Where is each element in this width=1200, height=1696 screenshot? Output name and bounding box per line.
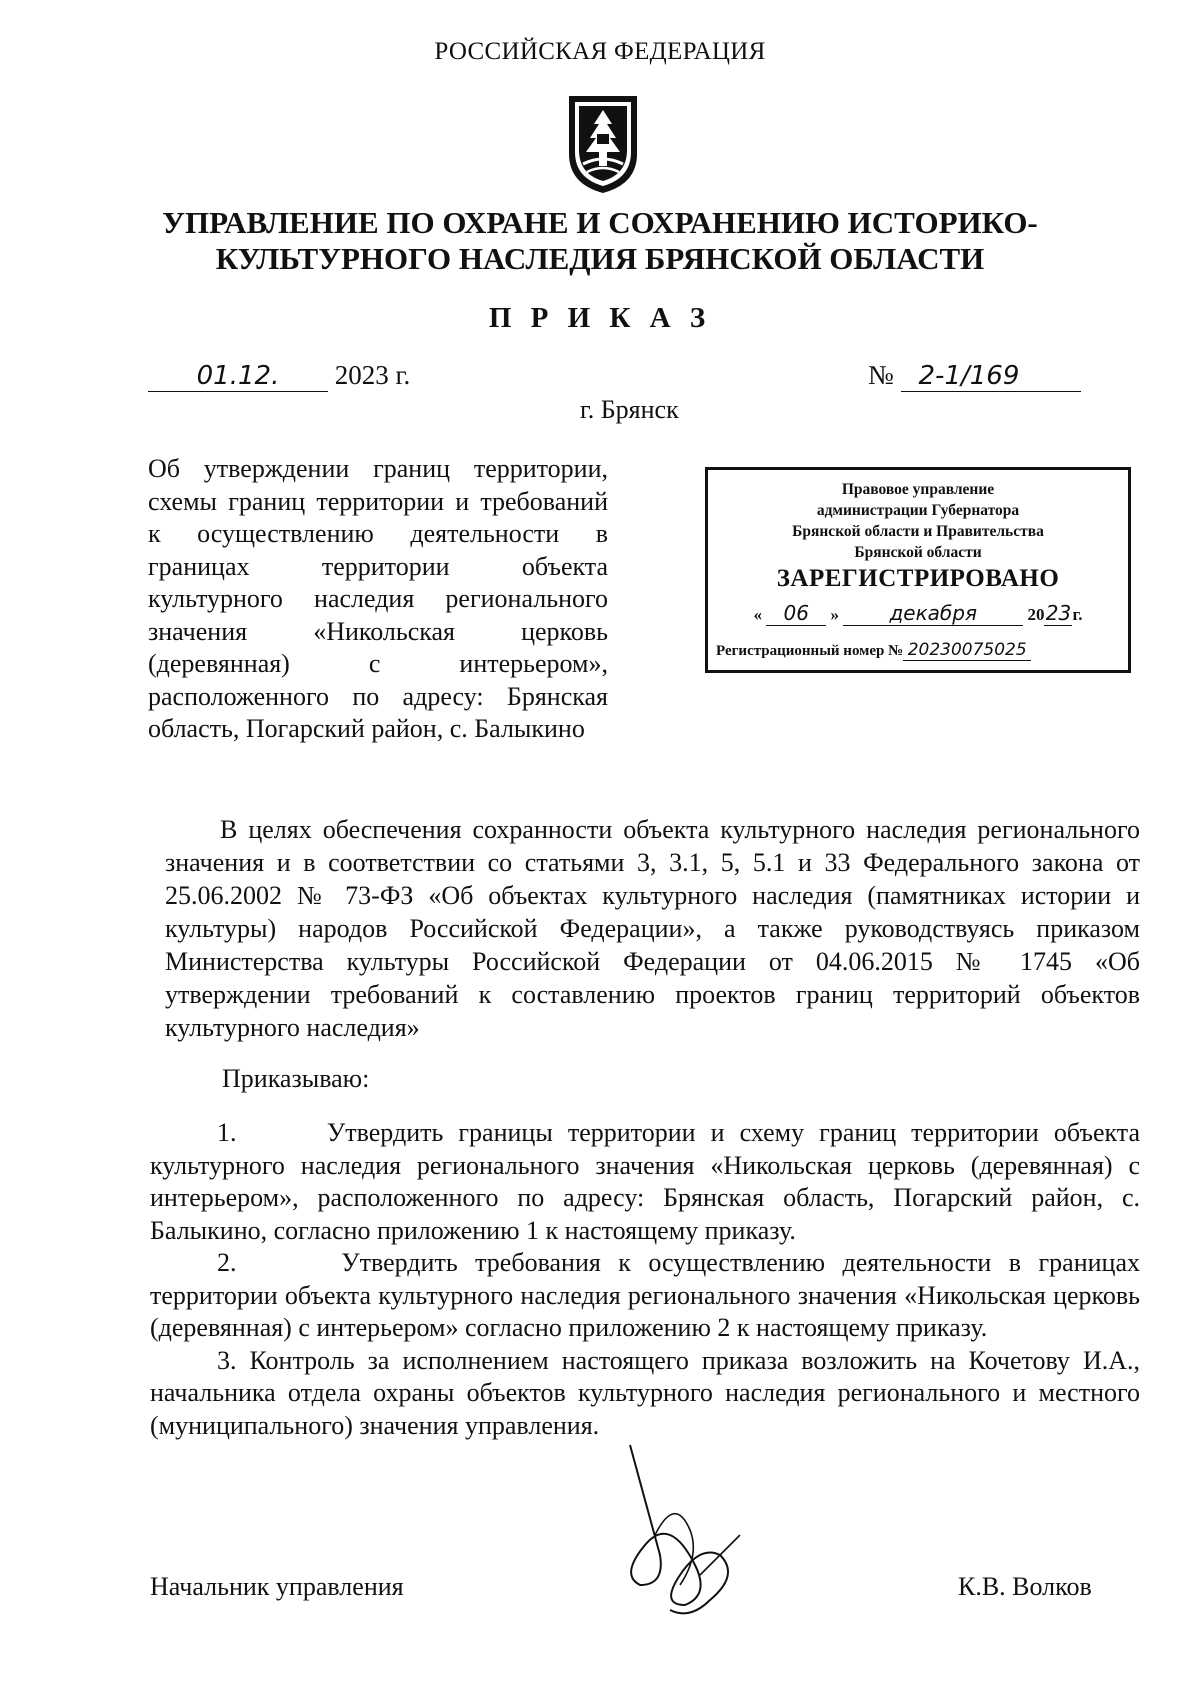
stamp-authority — [708, 479, 1128, 563]
order-date — [148, 360, 410, 392]
order-number — [868, 360, 1081, 392]
stamp-year-prefix: 20 — [1027, 605, 1045, 624]
order-item-3: 3. Контроль за исполнением настоящего приказа возложить на Кочетову И.А., начальника отдела охраны объектов культурного наследия регионального и местного (муниципального) значения управления. — [150, 1345, 1140, 1440]
stamp-line-4: Брянской области — [854, 544, 982, 561]
stamp-month: декабря — [843, 601, 1023, 626]
stamp-quote-close: » — [830, 605, 839, 624]
stamp-registration — [708, 640, 1128, 661]
order-word: Приказываю: — [222, 1064, 370, 1093]
date-handwritten: 01.12. — [148, 361, 328, 392]
stamp-title: ЗАРЕГИСТРИРОВАНО — [776, 565, 1060, 592]
document-type: П Р И К А З — [488, 302, 712, 334]
coat-of-arms-icon — [565, 92, 641, 196]
signatory-position: Начальник управления — [150, 1572, 404, 1601]
stamp-line-3: Брянской области и Правительства — [792, 523, 1044, 540]
number-handwritten: 2-1/169 — [901, 361, 1081, 392]
registration-stamp — [705, 467, 1131, 673]
order-subject: Об утверждении границ территории, схемы границ территории и требований к осуществлению деятельности в границах территории объекта культурного наследия регионального значения «Никольская церковь (деревянная) с интерьером», расположенного по адресу: Брянская область, Погарский район, с. Балыкино — [148, 454, 608, 743]
order-items — [150, 1117, 1140, 1442]
stamp-day: 06 — [766, 601, 826, 626]
order-item-2: 2. Утвердить требования к осуществлению деятельности в границах территории объекта культурного наследия регионального значения «Никольская церковь (деревянная) с интерьером» согласно приложению 2 к настоящему приказу. — [150, 1248, 1140, 1342]
city: г. Брянск — [580, 395, 679, 424]
department-line-1: УПРАВЛЕНИЕ ПО ОХРАНЕ И СОХРАНЕНИЮ ИСТОРИКО- — [162, 205, 1038, 240]
stamp-year-unit: г. — [1072, 605, 1083, 624]
date-year: 2023 г. — [334, 360, 411, 390]
department-name — [0, 205, 1200, 277]
stamp-year-suffix: 23 — [1045, 601, 1072, 625]
preamble-paragraph: В целях обеспечения сохранности объекта культурного наследия регионального значения и в соответствии со статьями 3, 3.1, 5, 5.1 и 33 Федерального закона от 25.06.2002 № 73-ФЗ «Об объектах культурного наследия (памятниках истории и культуры) народов Российской Федерации», а также руководствуясь приказом Министерства культуры Российской Федерации от 04.06.2015 № 1745 «Об утверждении требований к составлению проектов границ территорий объектов культурного наследия» — [165, 815, 1140, 1042]
stamp-quote-open: « — [753, 605, 762, 624]
order-item-1: 1. Утвердить границы территории и схему границ территории объекта культурного наследия регионального значения «Никольская церковь (деревянная) с интерьером», расположенного по адресу: Брянская область, Погарский район, с. Балыкино, согласно приложению 1 к настоящему приказу. — [150, 1118, 1140, 1245]
stamp-line-2: администрации Губернатора — [816, 502, 1020, 519]
stamp-reg-number: 20230075025 — [903, 640, 1031, 661]
stamp-reg-label: Регистрационный номер № — [716, 643, 904, 659]
stamp-date — [708, 601, 1128, 626]
department-line-2: КУЛЬТУРНОГО НАСЛЕДИЯ БРЯНСКОЙ ОБЛАСТИ — [215, 241, 985, 276]
stamp-line-1: Правовое управление — [841, 481, 995, 498]
number-label: № — [868, 360, 894, 390]
signatory-name: К.В. Волков — [958, 1572, 1092, 1601]
handwritten-signature — [600, 1435, 760, 1635]
country-title: РОССИЙСКАЯ ФЕДЕРАЦИЯ — [434, 38, 766, 65]
